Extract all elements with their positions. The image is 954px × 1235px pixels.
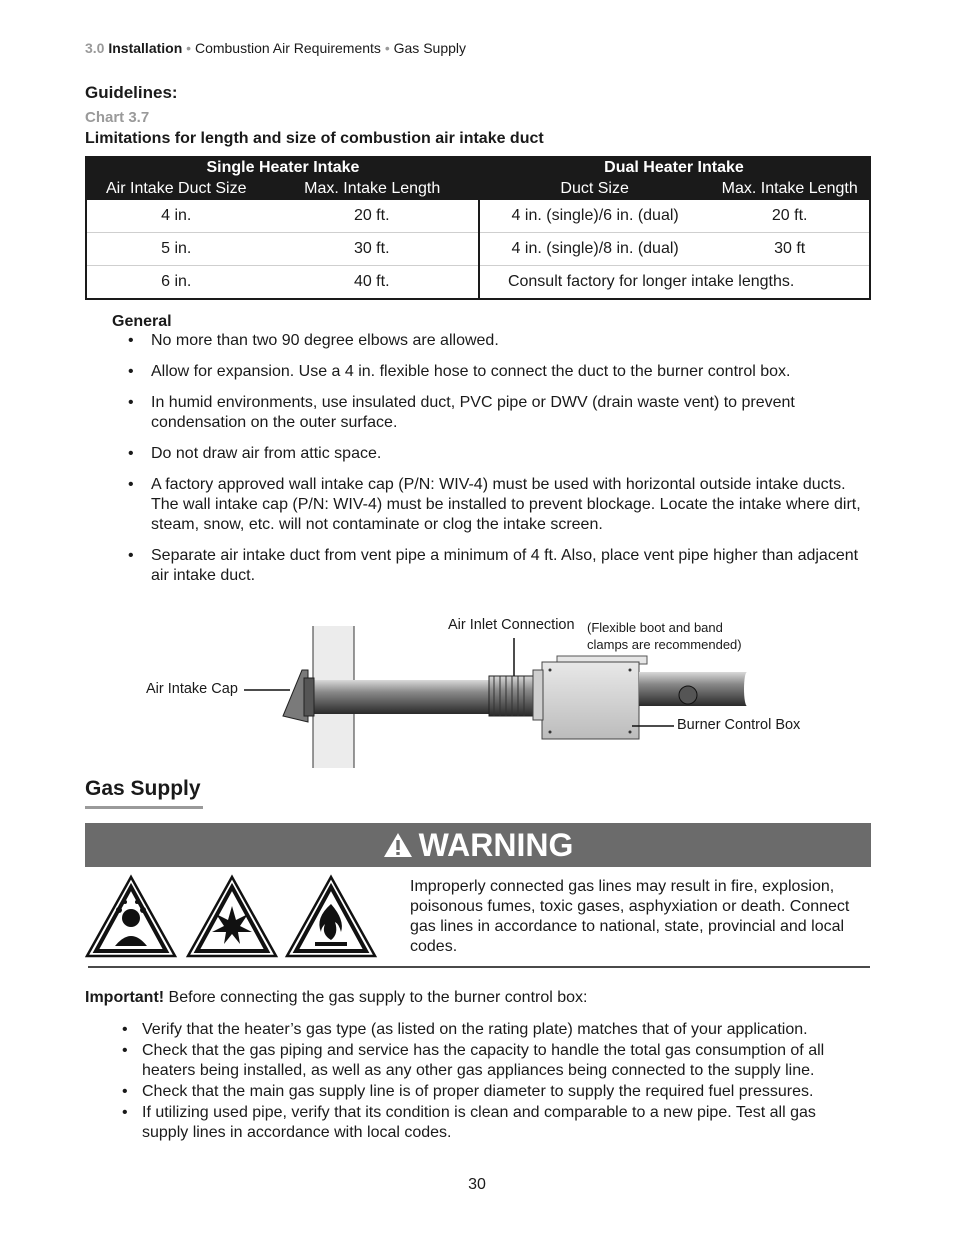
important-note — [85, 989, 587, 1007]
gas-supply-list — [122, 1020, 862, 1144]
intake-duct — [306, 680, 492, 714]
list-item: • In humid environments, use insulated duct, PVC pipe or DWV (drain waste vent) to prevent condensation on the outer surface. — [128, 393, 868, 433]
explosion-hazard-icon — [188, 877, 276, 956]
general-heading: General — [112, 313, 172, 330]
breadcrumb-separator: • — [384, 40, 390, 56]
general-list — [128, 331, 868, 597]
important-label: Important! — [85, 989, 165, 1006]
flexible-boot — [489, 676, 533, 716]
dual-heater-header: Dual Heater Intake — [479, 157, 870, 178]
table-cell: 20 ft. — [710, 200, 870, 233]
table-cell: 4 in. (single)/8 in. (dual) — [479, 233, 710, 266]
table-cell: 30 ft. — [266, 233, 479, 266]
table-row — [86, 233, 870, 266]
breadcrumb-separator: • — [186, 40, 192, 56]
list-item: • Check that the main gas supply line is of proper diameter to supply the required fuel pressures. — [122, 1082, 862, 1102]
burner-flame-icon — [679, 686, 697, 704]
guidelines-heading: Guidelines: — [85, 83, 178, 102]
column-header: Max. Intake Length — [266, 178, 479, 200]
toxic-fumes-hazard-icon — [87, 877, 175, 956]
hazard-pictograms — [85, 874, 385, 960]
breadcrumb-item-gas-supply: Gas Supply — [393, 40, 466, 56]
list-item: • A factory approved wall intake cap (P/N: WIV-4) must be used with horizontal outside intake ducts. The wall intake cap (P/N: WIV-4) must be installed to prevent blockage. Locate the intake where dirt, steam, snow, etc. will not contaminate or clog the intake screen. — [128, 475, 868, 535]
table-cell: Consult factory for longer intake lengths. — [479, 266, 870, 300]
intake-cap-label: Air Intake Cap — [146, 681, 238, 697]
single-heater-header: Single Heater Intake — [86, 157, 479, 178]
column-header: Duct Size — [479, 178, 710, 200]
air-inlet-note: (Flexible boot and band — [587, 620, 723, 635]
breadcrumb-item-combustion: Combustion Air Requirements — [194, 40, 381, 56]
warning-title: WARNING — [418, 827, 574, 863]
chart-caption: Limitations for length and size of combustion air intake duct — [85, 130, 544, 147]
warning-banner — [85, 823, 871, 867]
column-header: Air Intake Duct Size — [86, 178, 266, 200]
table-cell: 30 ft — [710, 233, 870, 266]
list-item: • Do not draw air from attic space. — [128, 444, 868, 464]
burner-control-box — [533, 656, 647, 739]
air-inlet-label: Air Inlet Connection — [448, 617, 575, 633]
table-cell: 4 in. (single)/6 in. (dual) — [479, 200, 710, 233]
list-item: • No more than two 90 degree elbows are allowed. — [128, 331, 868, 351]
table-row — [86, 200, 870, 233]
table-cell: 4 in. — [86, 200, 266, 233]
list-item: • Allow for expansion. Use a 4 in. flexible hose to connect the duct to the burner control box. — [128, 362, 868, 382]
list-item: • Verify that the heater’s gas type (as listed on the rating plate) matches that of your application. — [122, 1020, 862, 1040]
table-cell: 20 ft. — [266, 200, 479, 233]
breadcrumb — [85, 40, 466, 56]
table-cell: 40 ft. — [266, 266, 479, 300]
heading-underline — [85, 806, 203, 809]
table-cell: 6 in. — [86, 266, 266, 300]
chart-number: Chart 3.7 — [85, 109, 150, 126]
air-inlet-note: clamps are recommended) — [587, 637, 742, 652]
warning-text: Improperly connected gas lines may result in fire, explosion, poisonous fumes, toxic gases, asphyxiation or death. Connect gas lines in accordance to national, state, provincial and local codes. — [410, 878, 850, 955]
table-cell: 5 in. — [86, 233, 266, 266]
warning-triangle-icon — [383, 832, 413, 858]
column-header: Max. Intake Length — [710, 178, 870, 200]
breadcrumb-section: Installation — [108, 40, 183, 56]
section-number: 3.0 — [85, 40, 105, 56]
intake-limits-table — [85, 156, 871, 300]
important-text: Before connecting the gas supply to the burner control box: — [164, 989, 588, 1006]
divider — [88, 966, 870, 968]
page-number: 30 — [468, 1176, 486, 1193]
list-item: • Check that the gas piping and service has the capacity to handle the total gas consumption of all heaters being installed, as well as any other gas appliances being connected to the supply line. — [122, 1041, 862, 1081]
list-item: • Separate air intake duct from vent pipe a minimum of 4 ft. Also, place vent pipe higher than adjacent air intake duct. — [128, 546, 868, 586]
table-row — [86, 266, 870, 300]
burner-box-label: Burner Control Box — [677, 717, 801, 733]
list-item: • If utilizing used pipe, verify that its condition is clean and comparable to a new pipe. Test all gas supply lines in accordance with local codes. — [122, 1103, 862, 1143]
air-intake-diagram — [0, 610, 954, 775]
fire-hazard-icon — [287, 877, 375, 956]
gas-supply-heading: Gas Supply — [85, 777, 201, 800]
